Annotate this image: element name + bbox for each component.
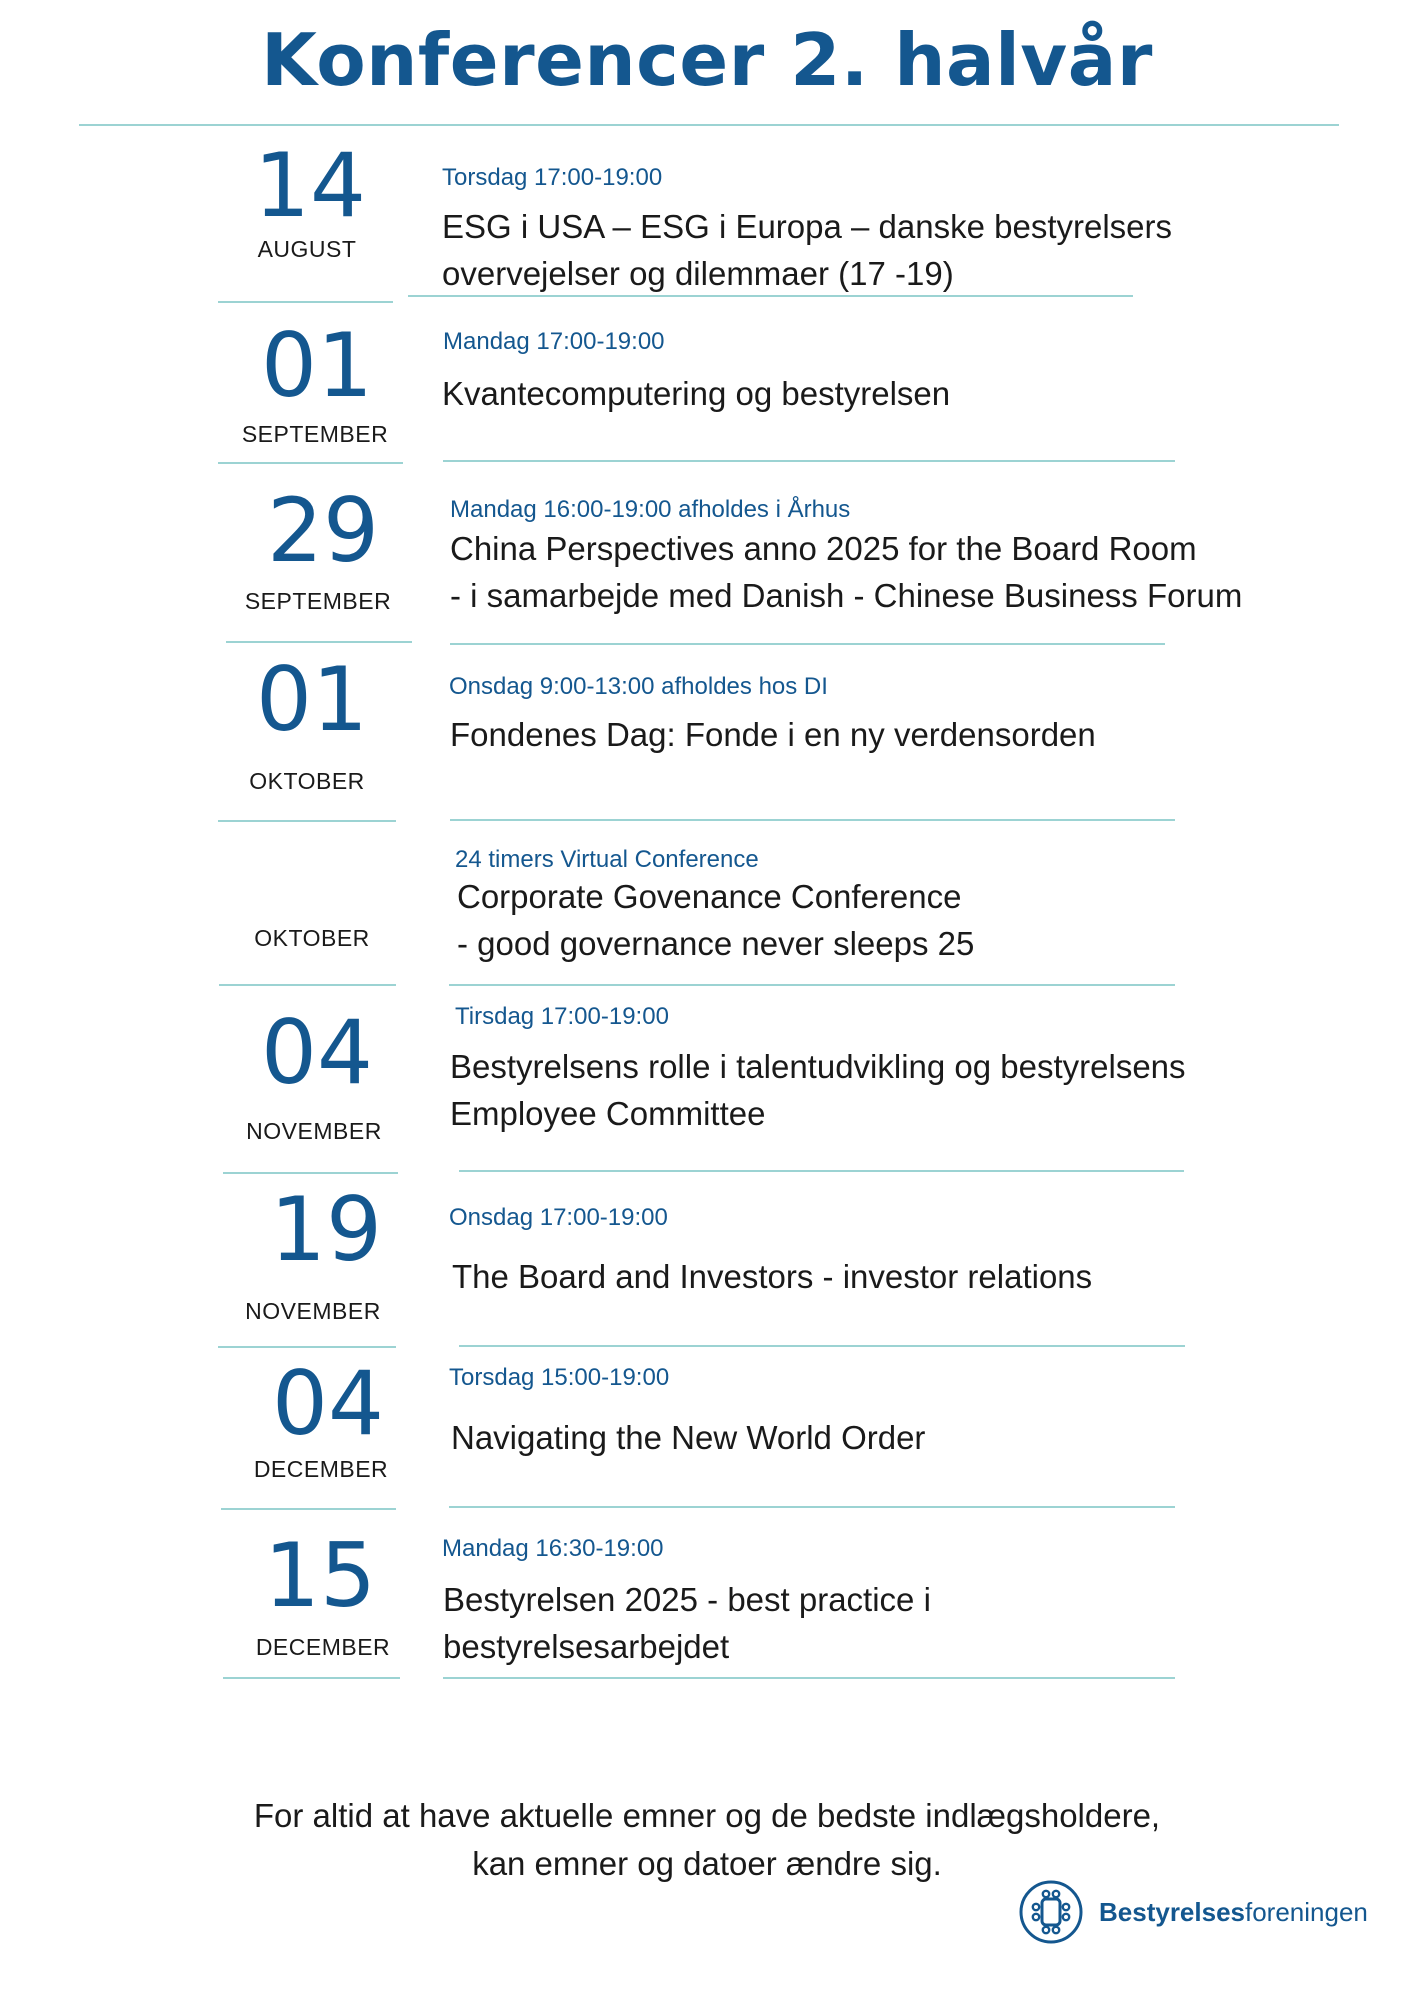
event-month: NOVEMBER xyxy=(246,1118,382,1144)
event-time: Mandag 16:30-19:00 xyxy=(442,1535,664,1562)
date-divider xyxy=(226,641,412,643)
topic-divider xyxy=(443,460,1175,462)
event-month: DECEMBER xyxy=(255,1634,391,1660)
event-topic xyxy=(450,1043,1186,1137)
event-topic-line: - i samarbejde med Danish - Chinese Business Forum xyxy=(450,577,1243,614)
event-topic xyxy=(450,711,1096,758)
event-month: DECEMBER xyxy=(253,1456,389,1482)
topic-divider xyxy=(443,1677,1175,1679)
disclaimer xyxy=(0,1792,1414,1888)
event-time: Torsdag 15:00-19:00 xyxy=(449,1364,670,1391)
event-day: 04 xyxy=(261,1001,373,1104)
event-topic-line: Bestyrelsens rolle i talentudvikling og bestyrelsens xyxy=(450,1048,1186,1085)
disclaimer-line: kan emner og datoer ændre sig. xyxy=(472,1845,942,1882)
event-month: SEPTEMBER xyxy=(241,421,389,447)
title-divider xyxy=(79,124,1339,126)
event-day: 14 xyxy=(254,134,366,237)
event-month: OKTOBER xyxy=(254,925,370,951)
event-time: Torsdag 17:00-19:00 xyxy=(442,164,663,191)
board-table-icon xyxy=(1018,1879,1084,1945)
date-divider xyxy=(223,1172,398,1174)
event-day: 01 xyxy=(261,314,373,417)
topic-divider xyxy=(449,1506,1175,1508)
date-divider xyxy=(218,301,393,303)
event-topic xyxy=(450,525,1242,619)
event-time: Mandag 16:00-19:00 afholdes i Århus xyxy=(450,496,851,523)
date-divider xyxy=(218,462,403,464)
date-divider xyxy=(223,1677,400,1679)
date-divider xyxy=(221,1508,396,1510)
organization-logo xyxy=(1018,1879,1378,1945)
topic-divider xyxy=(450,643,1165,645)
page-title: Konferencer 2. halvår xyxy=(261,18,1153,102)
topic-divider xyxy=(459,1170,1184,1172)
topic-divider xyxy=(459,1345,1185,1347)
date-divider xyxy=(218,820,396,822)
logo-wordmark-regular: foreningen xyxy=(1245,1897,1368,1927)
event-topic-line: ESG i USA – ESG i Europa – danske bestyrelsers xyxy=(442,208,1173,245)
event-topic-line: Corporate Govenance Conference xyxy=(457,878,962,915)
event-topic-line: - good governance never sleeps 25 xyxy=(457,925,975,962)
date-divider xyxy=(219,984,396,986)
event-month: NOVEMBER xyxy=(245,1298,381,1324)
event-topic-line: Fondenes Dag: Fonde i en ny verdensorden xyxy=(450,716,1096,753)
logo-wordmark-bold: Bestyrelses xyxy=(1099,1897,1245,1927)
event-day: 19 xyxy=(270,1178,382,1281)
event-topic-line: overvejelser og dilemmaer (17 -19) xyxy=(442,255,954,292)
event-topic xyxy=(442,370,950,417)
event-day: 29 xyxy=(267,479,379,582)
event-month: AUGUST xyxy=(257,236,357,262)
event-topic xyxy=(442,203,1172,297)
event-topic-line: The Board and Investors - investor relations xyxy=(452,1258,1093,1295)
event-topic-line: bestyrelsesarbejdet xyxy=(443,1628,730,1665)
event-topic xyxy=(457,873,974,967)
event-topic-line: Bestyrelsen 2025 - best practice i xyxy=(443,1581,931,1618)
event-time: Mandag 17:00-19:00 xyxy=(443,328,665,355)
event-month: SEPTEMBER xyxy=(244,588,392,614)
event-topic-line: China Perspectives anno 2025 for the Board Room xyxy=(450,530,1197,567)
event-time: 24 timers Virtual Conference xyxy=(455,846,759,873)
event-topic-line: Navigating the New World Order xyxy=(451,1419,926,1456)
event-topic xyxy=(451,1414,925,1461)
event-time: Tirsdag 17:00-19:00 xyxy=(455,1003,669,1030)
disclaimer-line: For altid at have aktuelle emner og de bedste indlægsholdere, xyxy=(253,1797,1161,1834)
event-day: 01 xyxy=(256,648,368,751)
topic-divider xyxy=(408,295,1133,297)
date-divider xyxy=(218,1346,396,1348)
event-month: OKTOBER xyxy=(249,768,365,794)
topic-divider xyxy=(450,819,1175,821)
event-day: 15 xyxy=(264,1524,376,1627)
event-topic xyxy=(443,1576,931,1670)
event-topic-line: Kvantecomputering og bestyrelsen xyxy=(442,375,951,412)
event-time: Onsdag 17:00-19:00 xyxy=(449,1204,668,1231)
event-topic-line: Employee Committee xyxy=(450,1095,766,1132)
event-time: Onsdag 9:00-13:00 afholdes hos DI xyxy=(449,673,828,700)
event-day: 04 xyxy=(272,1352,384,1455)
event-topic xyxy=(452,1253,1092,1300)
logo-wordmark xyxy=(1099,1897,1368,1928)
topic-divider xyxy=(449,984,1175,986)
